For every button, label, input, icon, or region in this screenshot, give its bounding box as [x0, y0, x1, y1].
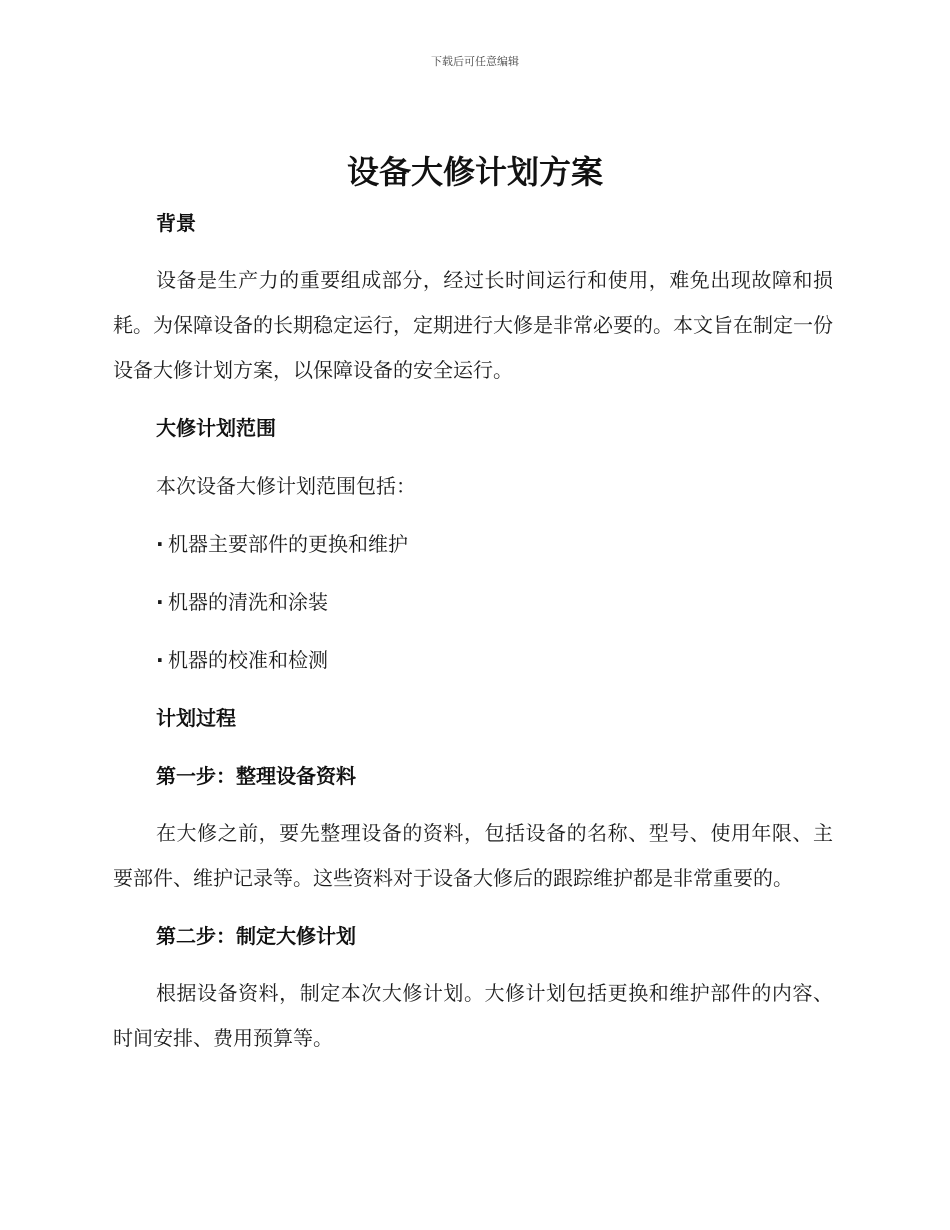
spacer: [113, 451, 833, 463]
bullet-icon: ·: [156, 590, 164, 614]
spacer: [113, 393, 833, 405]
spacer: [113, 959, 833, 971]
spacer: [113, 901, 833, 913]
document-title: 设备大修计划方案: [346, 153, 603, 191]
spacer: [113, 567, 833, 579]
spacer: [113, 246, 833, 258]
spacer: [113, 509, 833, 521]
step2-paragraph: 根据设备资料，制定本次大修计划。大修计划包括更换和维护部件的内容、时间安排、费用预算等。: [113, 981, 833, 1050]
list-item-text: 机器的清洗和涂装: [168, 590, 328, 614]
background-paragraph: 设备是生产力的重要组成部分，经过长时间运行和使用，难免出现故障和损耗。为保障设备的长期稳定运行，定期进行大修是非常必要的。本文旨在制定一份设备大修计划方案，以保障设备的安全运行。: [113, 268, 833, 382]
step2-heading: 第二步：制定大修计划: [156, 924, 356, 948]
header-note: 下载后可任意编辑: [431, 55, 519, 68]
step1-paragraph: 在大修之前，要先整理设备的资料，包括设备的名称、型号、使用年限、主要部件、维护记录等。这些资料对于设备大修后的跟踪维护都是非常重要的。: [113, 821, 833, 890]
spacer: [113, 625, 833, 637]
spacer: [113, 683, 833, 695]
list-item: [113, 521, 833, 567]
bullet-icon: ·: [156, 648, 164, 672]
list-item: [113, 637, 833, 683]
step1-heading: 第一步：整理设备资料: [156, 764, 356, 788]
document-body: [113, 200, 833, 1061]
section-heading-process: 计划过程: [156, 706, 236, 730]
list-item-text: 机器主要部件的更换和维护: [168, 532, 408, 556]
spacer: [113, 741, 833, 753]
bullet-icon: ·: [156, 532, 164, 556]
list-item-text: 机器的校准和检测: [168, 648, 328, 672]
spacer: [113, 799, 833, 811]
section-heading-scope: 大修计划范围: [156, 416, 276, 440]
scope-intro: 本次设备大修计划范围包括：: [156, 474, 416, 498]
list-item: [113, 579, 833, 625]
section-heading-background: 背景: [156, 211, 196, 235]
